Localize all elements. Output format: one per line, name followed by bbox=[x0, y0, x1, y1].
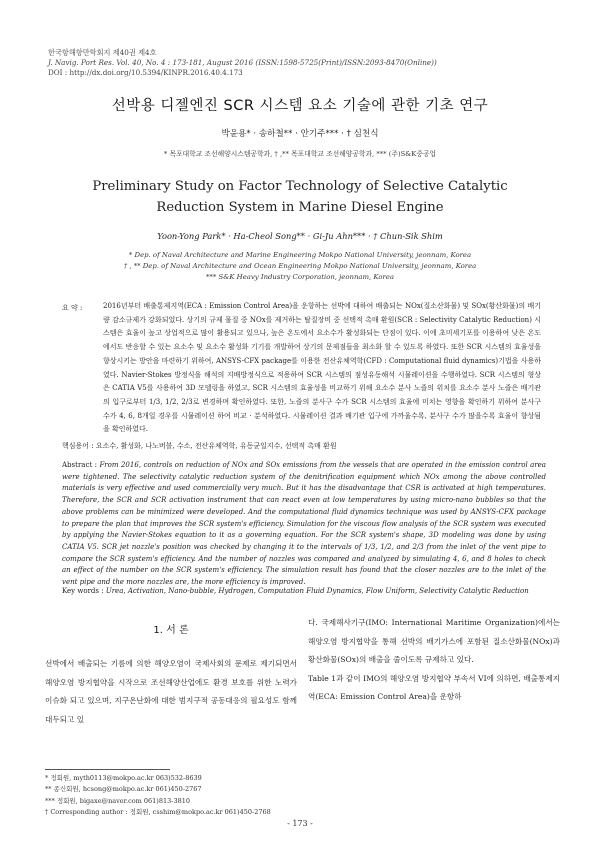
affiliation-en-1: * Dep. of Naval Architecture and Marine Engineering Mokpo National University, jeonnam, Korea bbox=[128, 251, 472, 259]
author-list-kr: 박윤용* · 송하철** · 안기주*** · † 심천식 bbox=[221, 129, 379, 139]
footnote-corresponding: † Corresponding author : 정회원, csshim@mokpo.ac.kr 061)450-2768 bbox=[45, 807, 271, 816]
keywords-kr bbox=[62, 441, 337, 451]
footnote-divider bbox=[45, 769, 170, 770]
author-list-en: Yoon-Yong Park* · Ha-Cheol Song** · Gi-Ju Ahn*** · † Chun-Sik Shim bbox=[157, 231, 443, 241]
footnote-1: * 정회원, myth0113@mokpo.ac.kr 063)532-8639 bbox=[45, 774, 202, 782]
abstract-en-label: Abstract : bbox=[62, 461, 97, 469]
footnote-2: ** 종신회원, hcsong@mokpo.ac.kr 061)450-2767 bbox=[45, 785, 202, 794]
affiliations-kr: * 목포대학교 조선해양시스템공학과, † ,** 목포대학교 조선해양공학과, *** (주)S&K중공업 bbox=[163, 150, 437, 158]
keywords-en bbox=[62, 587, 546, 595]
keywords-en-label: Key words : bbox=[62, 587, 104, 595]
keywords-kr-label: 핵심용어 : bbox=[62, 442, 94, 450]
affiliation-en-3: *** S&K Heavy Industry Corporation, jeonnam, Korea bbox=[205, 273, 395, 281]
abstract-en bbox=[62, 460, 546, 589]
paper-title-kr: 선박용 디젤엔진 SCR 시스템 요소 기술에 관한 기초 연구 bbox=[111, 98, 489, 114]
abstract-kr-label: 요 약 : bbox=[62, 304, 83, 312]
paper-title-en: Preliminary Study on Factor Technology of Selective Catalytic Reduction System in Marine Diesel Engine bbox=[92, 179, 508, 215]
body-column-left: 선박에서 배출되는 기름에 의한 해양오염이 국제사회의 문제로 제기되면서 해양오염 방지협약을 시작으로 조선해양산업에도 환경 보호를 위한 노력가 이슈화 되고 있으며, 지구온난화에 대한 범지구적 공동대응의 필요성도 함께 대두되고 있 bbox=[45, 659, 297, 724]
journal-citation: J. Navig. Port Res. Vol. 40, No. 4 : 173-181, August 2016 (ISSN:1598-5725(Print)/ISSN:2093-8470(Online)) bbox=[48, 58, 437, 67]
keywords-kr-text: 요소수, 활성화, 나노버블, 수소, 전산유체역학, 유동균일지수, 선택적 촉매 환원 bbox=[95, 442, 337, 450]
keywords-en-text: Urea, Activation, Nano-bubble, Hydrogen, Computation Fluid Dynamics, Flow Uniform, Selectivity Catalytic Reduction bbox=[105, 587, 529, 595]
journal-name-kr: 한국항해항만학회지 제40권 제4호 bbox=[48, 48, 157, 57]
abstract-kr: 2016년부터 배출통제지역(ECA : Emission Control Area)을 운항하는 선박에 대하여 배출되는 NOx(질소산화물) 및 SOx(황산화물)의 배기량 감소규제가 강화되었다. 상기의 규제 물질 중 NOx를 제거하는 탈질장비 중 선택적 촉매 환원(SCR : Selectivity Catalytic Reduction) 시스템은 효율이 높고 상업적으로 많이 활용되고 있으나, 높은 온도에서 요소수가 활성화되는 단점이 있다. 이에 초미세기포를 이용하여 낮은 온도에서도 반응할 수 있는 요소수 및 요소수 활성화 기기를 개발하여 상기의 문제점들을 최소화 할 수 있도록 하였다. 또한 SCR 시스템의 효율성을 향상시키는 방안을 마련하기 위하여, ANSYS-CFX package를 이용한 전산유체역학(CFD : Computational fluid dynamics)기법을 사용하였다. Navier-Stokes 방정식을 해석의 지배방정식으로 적용하여 SCR 시스템의 점성유동해석 시뮬레이션을 수행하였다. SCR 시스템의 형상은 CATIA V5를 사용하여 3D 모델링을 하였고, SCR 시스템의 효율성을 비교하기 위해 요소수 분사 노즐의 위치를 요소수 분사 노즐은 배기관의 입구로부터 1/3, 1/2, 2/3로 변경하며 확인하였다. 또한, 노즐의 분사구 수가 SCR 시스템의 효율에 미치는 영향을 확인하기 위하여 분사구 수가 4, 6, 8개일 경우를 시뮬레이션 하여 비교 · 분석하였다. 시뮬레이션 결과 배기관 입구에 가까울수록, 분사구 수가 많을수록 효율이 향상됨을 확인하였다. bbox=[103, 302, 541, 434]
abstract-en-text: From 2016, controls on reduction of NOx and SOx emissions from the vessels that are operated in the emission control area were tightened. The selectivity catalytic reduction system of the denitrification equipment which NOx among the above controlled materials is very effective and used commercially very much. But it has the disadvantage that CSR is activated at high temperatures. Therefore, the SCR and SCR activation instrument that can react even at low temperatures by using micro-nano bubbles so that the above problems can be minimized were developed. And the computational fluid dynamics technique was used by ANSYS-CFX package to prepare the plan that improves the SCR system's efficiency. Simulation for the viscous flow analysis of the SCR system was executed by applying the Navier-Stokes equation to it as a governing equation. For the SCR system's shape, 3D modeling was done by using CATIA V5. SCR jet nozzle's position was checked by changing it to the intervals of 1/3, 1/2, and 2/3 from the inlet of the vent pipe to compare the SCR system's efficiency. And the number of nozzles was compared and analyzed by simulating 4, 6, and 8 holes to check an effect of the number on the SCR system's efficiency. The simulation result has found that the closer nozzles are to the inlet of the vent pipe and the more nozzles are, the more efficiency is improved. bbox=[62, 461, 546, 587]
body-column-right: 다. 국제해사기구(IMO: International Maritime Organization)에서는 해양오염 방지협약을 통해 선박의 배기가스에 포함된 질소산화물(NOx)과 황산화물(SOx)의 배출을 줄이도록 규제하고 있다. Table 1과 같이 IMO의 해양오염 방지협약 부속서 VI에 의하면, 배출통제지역(ECA: Emission Control Area)을 운항하 bbox=[308, 618, 560, 702]
section-heading-introduction: 1. 서 론 bbox=[153, 625, 189, 636]
doi-link[interactable]: DOI : http://dx.doi.org/10.5394/KINPR.2016.40.4.173 bbox=[48, 68, 243, 77]
footnotes bbox=[45, 773, 271, 818]
affiliation-en-2: † , ** Dep. of Naval Architecture and Ocean Engineering Mokpo National University, jeonnam, Korea bbox=[123, 262, 477, 270]
footnote-3: *** 정회원, bigaxe@naver.com 061)813-3810 bbox=[45, 796, 190, 805]
page-number: - 173 - bbox=[287, 819, 313, 828]
